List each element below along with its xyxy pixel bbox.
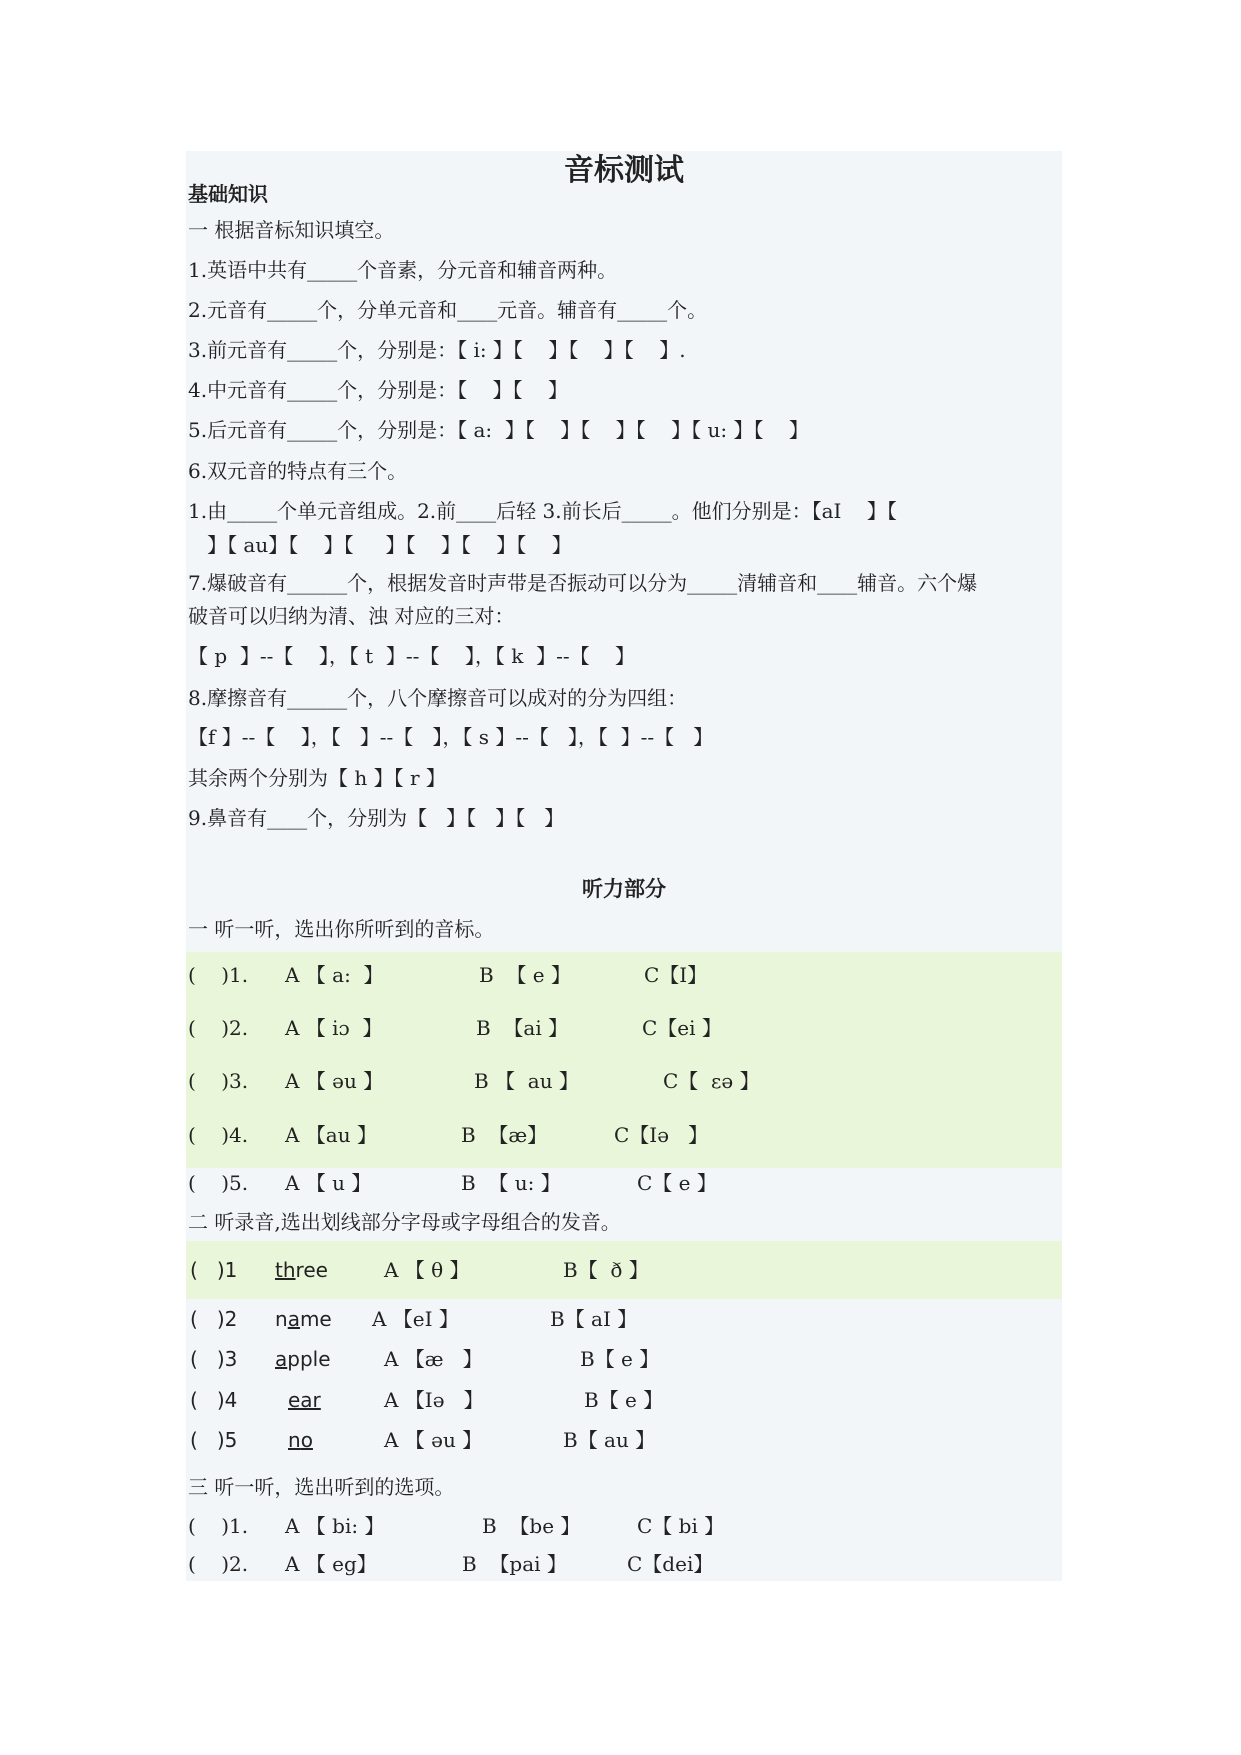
option-a: A 【eI 】 bbox=[372, 1307, 459, 1331]
item-number: ( )1. bbox=[188, 963, 249, 987]
option-b: B【 ð 】 bbox=[563, 1258, 649, 1282]
question-9: 9.鼻音有____个，分别为【 】【 】【 】 bbox=[188, 806, 565, 830]
question-6: 6.双元音的特点有三个。 bbox=[188, 459, 408, 483]
option-b: B【 e 】 bbox=[580, 1347, 660, 1371]
item-number: ( )1. bbox=[188, 1514, 249, 1538]
word-name: name bbox=[275, 1307, 332, 1331]
option-c: C【dei】 bbox=[627, 1552, 714, 1576]
option-b: B 【 e 】 bbox=[479, 963, 571, 987]
option-c: C【 bi 】 bbox=[637, 1514, 725, 1538]
option-b: B【 e 】 bbox=[584, 1388, 664, 1412]
question-7-line-1: 7.爆破音有______个，根据发音时声带是否振动可以分为_____清辅音和____辅音。六个爆 bbox=[188, 571, 978, 595]
word-no: no bbox=[288, 1428, 313, 1452]
option-a: A 【au 】 bbox=[285, 1123, 377, 1147]
item-number: ( )1 bbox=[190, 1258, 238, 1282]
option-b: B 【ai 】 bbox=[476, 1016, 569, 1040]
word-apple: apple bbox=[275, 1347, 331, 1371]
option-b: B 【be 】 bbox=[482, 1514, 581, 1538]
listening-part1-heading: 一 听一听，选出你所听到的音标。 bbox=[188, 917, 495, 941]
option-c: C【Iə 】 bbox=[614, 1123, 709, 1147]
option-b: B 【pai 】 bbox=[462, 1552, 567, 1576]
option-a: A 【 bi: 】 bbox=[285, 1514, 385, 1538]
option-c: C【 e 】 bbox=[637, 1171, 717, 1195]
question-5: 5.后元音有_____个，分别是：【 a: 】【 】【 】【 】【 u: 】【 】 bbox=[188, 418, 809, 442]
question-6-sub-line-1: 1.由_____个单元音组成。2.前____后轻 3.前长后_____。他们分别是：【aI 】【 bbox=[188, 499, 897, 523]
part1-heading: 一 根据音标知识填空。 bbox=[188, 218, 395, 242]
option-a: A 【Iə 】 bbox=[384, 1388, 484, 1412]
item-number: ( )2. bbox=[188, 1552, 249, 1576]
option-b: B【 aI 】 bbox=[550, 1307, 638, 1331]
worksheet-page bbox=[186, 151, 1062, 1581]
option-b: B 【æ】 bbox=[461, 1123, 548, 1147]
item-number: ( )2 bbox=[190, 1307, 238, 1331]
option-c: C【I】 bbox=[644, 963, 708, 987]
option-a: A 【 a: 】 bbox=[285, 963, 384, 987]
item-number: ( )3 bbox=[190, 1347, 238, 1371]
option-b: B【 au 】 bbox=[563, 1428, 656, 1452]
option-a: A 【 θ 】 bbox=[384, 1258, 470, 1282]
question-7-line-2: 破音可以归纳为清、浊 对应的三对： bbox=[188, 604, 515, 628]
item-number: ( )3. bbox=[188, 1069, 249, 1093]
section-heading-listening: 听力部分 bbox=[582, 876, 666, 901]
listening-part3-heading: 三 听一听，选出听到的选项。 bbox=[188, 1475, 455, 1499]
question-8-line-1: 8.摩擦音有______个，八个摩擦音可以成对的分为四组： bbox=[188, 686, 688, 710]
page-title: 音标测试 bbox=[564, 153, 684, 188]
option-a: A 【 əu 】 bbox=[285, 1069, 384, 1093]
item-number: ( )2. bbox=[188, 1016, 249, 1040]
question-8-line-3: 其余两个分别为【 h 】【 r 】 bbox=[188, 766, 446, 790]
listening-part2-heading: 二 听录音,选出划线部分字母或字母组合的发音。 bbox=[188, 1210, 621, 1234]
question-7-line-3: 【 p 】--【 】，【 t 】--【 】，【 k 】--【 】 bbox=[188, 644, 636, 668]
option-a: A 【 iɔ 】 bbox=[285, 1016, 383, 1040]
item-number: ( )4 bbox=[190, 1388, 238, 1412]
option-a: A 【 u 】 bbox=[285, 1171, 372, 1195]
item-number: ( )5. bbox=[188, 1171, 249, 1195]
question-1: 1.英语中共有_____个音素，分元音和辅音两种。 bbox=[188, 258, 618, 282]
option-a: A 【 eg】 bbox=[285, 1552, 377, 1576]
option-b: B 【 au 】 bbox=[474, 1069, 579, 1093]
section-heading-basic: 基础知识 bbox=[188, 182, 268, 206]
option-a: A 【 əu 】 bbox=[384, 1428, 483, 1452]
option-a: A 【æ 】 bbox=[384, 1347, 483, 1371]
item-number: ( )5 bbox=[190, 1428, 238, 1452]
option-c: C【ei 】 bbox=[642, 1016, 722, 1040]
option-c: C【 εə 】 bbox=[663, 1069, 760, 1093]
question-4: 4.中元音有_____个，分别是：【 】【 】 bbox=[188, 378, 568, 402]
word-ear: ear bbox=[288, 1388, 321, 1412]
word-three: three bbox=[275, 1258, 328, 1282]
question-6-sub-line-2: 】【 au】【 】【 】【 】【 】【 】 bbox=[188, 533, 572, 557]
option-b: B 【 u: 】 bbox=[461, 1171, 561, 1195]
item-number: ( )4. bbox=[188, 1123, 249, 1147]
question-3: 3.前元音有_____个，分别是：【 i: 】【 】【 】【 】. bbox=[188, 338, 686, 362]
question-8-line-2: 【f 】--【 】，【 】--【 】，【 s 】--【 】，【 】--【 】 bbox=[188, 725, 714, 749]
question-2: 2.元音有_____个，分单元音和____元音。辅音有_____个。 bbox=[188, 298, 708, 322]
